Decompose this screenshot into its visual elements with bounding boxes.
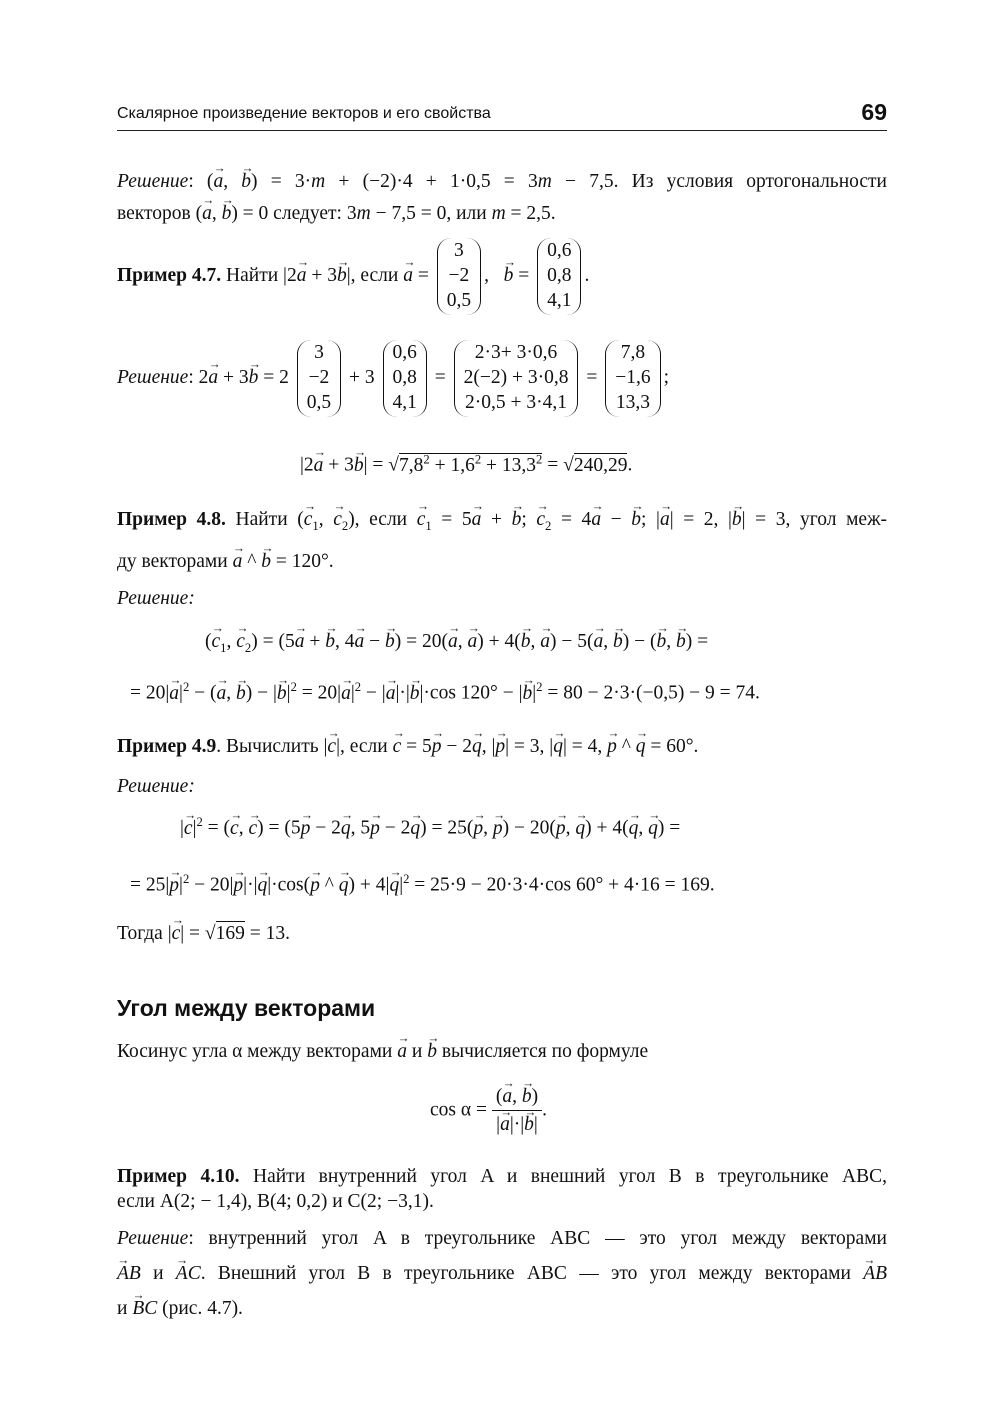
vector-result: 7,8 −1,6 13,3: [605, 340, 660, 417]
example-4-8-line2: ду векторами → a ^ → b = 120°.: [117, 550, 334, 573]
cos-formula: cos α = $\frac{(\to a, \to b)}{|\to a|\cdot|\to b|}$ .: [430, 1085, 547, 1137]
solution-4-10-line3: и → BC (рис. 4.7).: [117, 1297, 243, 1320]
solution-4-8-label: Решение:: [117, 588, 195, 609]
solution-4-9-label: Решение:: [117, 776, 195, 797]
solution-4-9-line2: = $25|\to p|^2 - 20|\to p|\cdot|\to q|\cdot\cos(\to p$ ^ → $q) + 4|\to q|^2 = 25\cdot 9 - 20\cdot 3\cdot 4\cdot\cos$ 60° + 4·16 = 169.: [130, 872, 715, 897]
example-4-7: Пример 4.7. Найти |2→ a + 3→ b|, если → a = 3 −2 0,5 , → b = 0,6 0,8 4,1 .: [117, 238, 589, 315]
vector-a: 3 −2 0,5: [437, 238, 481, 315]
cos-intro: Косинус угла α между векторами → a и → b вычисляется по формуле: [117, 1040, 648, 1063]
solution-4-9-result: Тогда |→ c| = √169 = 13.: [117, 922, 290, 945]
example-4-9: Пример 4.9. Вычислить |→ c|, если → c = 5→ p − 2→ q, |→ p| = 3, |→ q| = 4, → p ^ → q = 60°.: [117, 735, 698, 758]
example-4-8-line1: Пример 4.8. Найти (→ $c_1$, → $c_2$), если → $c_1 = 5\to a$ + → b; → $c_2 = 4\to a$ − → b; |→ a| = 2, |→ b| = 3, угол меж-: [117, 508, 887, 534]
example-4-10-line2: если A(2; − 1,4), B(4; 0,2) и C(2; −3,1).: [117, 1191, 434, 1212]
solution-4-7-norm: $|2\to a + 3\to b| = √7,8^2 + 1,6^2 + 13,3^2 = √240,29$.: [300, 452, 632, 477]
solution-4-6-line1: Решение: (→ a, → b) = 3·m + (−2)·4 + 1·0,5 = 3m − 7,5. Из условия ортогональности: [117, 170, 887, 193]
vector-mid: 2·3+ 3·0,6 2(−2) + 3·0,8 2·0,5 + 3·4,1: [454, 340, 579, 417]
solution-4-8-line2: = $20|\to a|^2$ − (→ a, → b) − |→ $b|^2 = 20|\to a|^2$ − |→ a|·|→ b|·cos 120° − |→ $b|^2 = 80 - 2\cdot 3\cdot(-0,5) - 9 = 74$.: [130, 680, 760, 705]
section-title: Угол между векторами: [117, 995, 376, 1021]
example-4-10-line1: Пример 4.10. Найти внутренний угол A и внешний угол B в треугольнике ABC,: [117, 1166, 887, 1187]
solution-4-6-line2: векторов (→ a, → b) = 0 следует: 3m − 7,5 = 0, или m = 2,5.: [117, 202, 556, 225]
header-title: Скалярное произведение векторов и его свойства: [117, 105, 491, 122]
solution-4-10-line2: → AB и → AC. Внешний угол B в треугольнике ABC — это угол между векторами → AB: [117, 1262, 887, 1285]
example-label: Пример 4.7.: [117, 264, 222, 286]
vector-b: 0,6 0,8 4,1: [537, 238, 581, 315]
solution-4-10-line1: Решение: внутренний угол A в треугольнике ABC — это угол между векторами: [117, 1228, 887, 1249]
solution-4-9-line1: |→ $c|^2$ = (→ c, → c) = (5→ p − 2→ q, 5→ p − 2→ q) = 25(→ p, → p) − 20(→ p, → q) + 4(→ q, → q) =: [180, 815, 680, 840]
running-header: [117, 98, 887, 131]
solution-4-8-line1: (→ $c_1$, → $c_2) = (5\to a$ + → b, 4→ a − → b) = 20(→ a, → a) + 4(→ b, → a) − 5(→ a, → b) − (→ b, → b) =: [205, 630, 708, 656]
solution-4-7: Решение: 2→ a + 3→ b = 2 3 −2 0,5 + 3 0,6 0,8 4,1 = 2·3+ 3·0,6 2(−2) + 3·0,8 2·0,5 + 3·4,1 = 7,8 −1,6 13,3 ;: [117, 340, 669, 417]
solution-label: Решение: [117, 171, 189, 192]
page-number: 69: [861, 99, 887, 125]
